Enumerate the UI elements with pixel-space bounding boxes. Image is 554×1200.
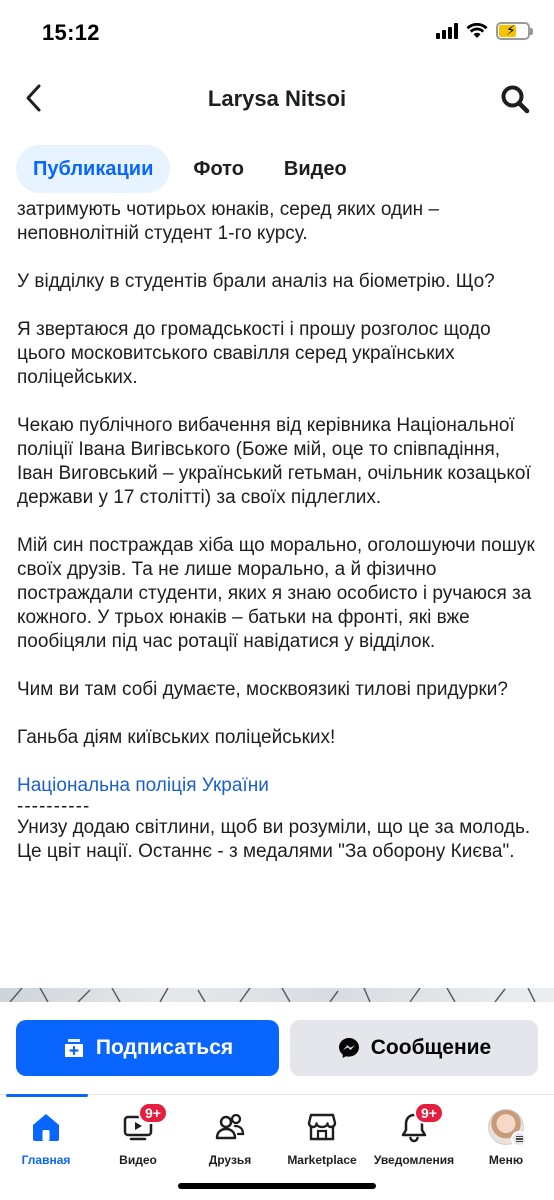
profile-tabs — [16, 144, 364, 194]
home-indicator — [178, 1183, 376, 1189]
battery-icon: ⚡ — [496, 22, 530, 40]
message-label: Сообщение — [370, 1036, 492, 1059]
status-time: 15:12 — [42, 20, 100, 45]
page-title: Larysa Nitsoi — [207, 86, 347, 111]
nav-label: Уведомления — [373, 1153, 455, 1167]
messenger-icon — [337, 1036, 361, 1060]
wifi-icon — [466, 23, 488, 39]
active-tab-indicator — [6, 1094, 88, 1097]
home-icon — [30, 1111, 62, 1143]
search-icon — [500, 84, 530, 114]
nav-marketplace[interactable] — [276, 1107, 368, 1171]
nav-label: Marketplace — [287, 1153, 357, 1167]
post-paragraph: затримують чотирьох юнаків, серед яких один – неповнолітній студент 1-го курсу. — [17, 199, 440, 244]
status-bar — [0, 0, 554, 66]
post-paragraph: У відділку в студентів брали аналіз на біометрію. Що? — [17, 271, 495, 292]
nav-label: Видео — [119, 1153, 157, 1167]
notifications-badge: 9+ — [414, 1102, 444, 1124]
tab-publications[interactable]: Публикации — [16, 145, 170, 193]
profile-header — [0, 66, 554, 132]
marketplace-icon — [306, 1111, 338, 1143]
post-body — [17, 198, 541, 988]
nav-notifications[interactable] — [368, 1107, 460, 1171]
video-badge: 9+ — [138, 1102, 168, 1124]
post-paragraph: Мій син постраждав хіба що морально, оголошуючи пошук своїх друзів. Та не лише морально, а й фізично постраждали студенти, яких я знаю особисто і ручаюся за кожного. У трьох юнаків – батьки на фронті, які вже пообіцяли під час ротації навідатися у відділок. — [17, 535, 535, 652]
message-button[interactable] — [290, 1020, 538, 1076]
status-icons — [436, 22, 530, 40]
subscribe-button[interactable] — [16, 1020, 279, 1076]
post-photo[interactable] — [0, 988, 554, 1002]
cellular-signal-icon — [436, 23, 458, 39]
friends-icon — [214, 1111, 246, 1143]
nav-friends[interactable] — [184, 1107, 276, 1171]
post-paragraph: Чекаю публічного вибачення від керівника Національної поліції Івана Вигівського (Боже мій, оце то співпадіння, Іван Виговський – український гетьман, очільник козацької держави у 17 столітті) за своїх підлеглих. — [17, 415, 531, 508]
subscribe-icon — [62, 1036, 86, 1060]
avatar-menu-icon — [488, 1109, 524, 1145]
nav-label: Друзья — [208, 1153, 252, 1167]
post-separator: ---------- — [17, 796, 91, 817]
search-button[interactable] — [498, 82, 532, 116]
post-paragraph: Чим ви там собі думаєте, москвоязикі тилові придурки? — [17, 679, 508, 700]
post-paragraph: Унизу додаю світлини, щоб ви розуміли, що це за молодь. Це цвіт нації. Останнє - з медалями "За оборону Києва". — [17, 817, 531, 862]
nav-menu[interactable] — [460, 1107, 552, 1171]
nav-label: Главная — [21, 1153, 71, 1167]
nav-video[interactable] — [92, 1107, 184, 1171]
nav-label: Меню — [488, 1153, 524, 1167]
nav-home[interactable] — [0, 1107, 92, 1171]
post-paragraph: Я звертаюся до громадськості і прошу розголос щодо цього московитського свавілля серед українських поліцейських. — [17, 319, 491, 388]
tab-videos[interactable]: Видео — [283, 157, 347, 180]
post-paragraph: Ганьба діям київських поліцейських! — [17, 727, 336, 748]
police-page-link[interactable]: Національна поліція України — [17, 775, 269, 796]
profile-actions — [16, 1020, 538, 1076]
tab-photos[interactable]: Фото — [193, 157, 244, 180]
subscribe-label: Подписаться — [95, 1036, 234, 1059]
